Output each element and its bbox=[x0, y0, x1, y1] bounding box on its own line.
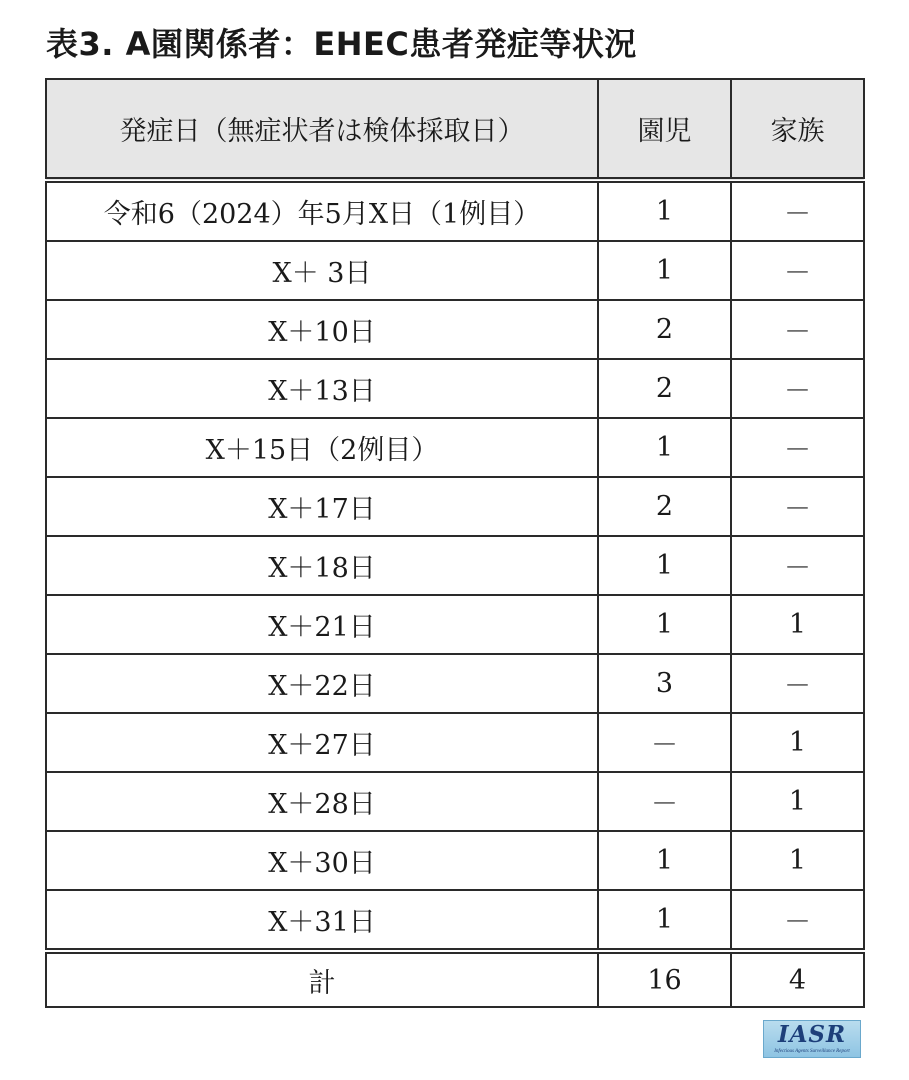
cell-children: 1 bbox=[598, 241, 731, 300]
iasr-logo-text: IASR bbox=[777, 1021, 847, 1048]
header-children: 園児 bbox=[598, 79, 731, 180]
cell-date: X＋17日 bbox=[46, 477, 598, 536]
total-family: 4 bbox=[731, 951, 864, 1007]
cell-family: － bbox=[731, 418, 864, 477]
table-title: 表3. A園関係者：EHEC患者発症等状況 bbox=[46, 25, 637, 63]
cell-children: 2 bbox=[598, 477, 731, 536]
table-row bbox=[46, 477, 864, 536]
table-row bbox=[46, 772, 864, 831]
cell-date: X＋28日 bbox=[46, 772, 598, 831]
cell-date: X＋15日（2例目） bbox=[46, 418, 598, 477]
table-row bbox=[46, 359, 864, 418]
cell-family: － bbox=[731, 536, 864, 595]
table-row bbox=[46, 831, 864, 890]
iasr-logo bbox=[763, 1020, 861, 1058]
table-row bbox=[46, 536, 864, 595]
cell-children: 1 bbox=[598, 418, 731, 477]
ehec-onset-table bbox=[45, 78, 865, 1008]
cell-children: － bbox=[598, 772, 731, 831]
header-row bbox=[46, 79, 864, 180]
table-row bbox=[46, 180, 864, 241]
cell-date: X＋ 3日 bbox=[46, 241, 598, 300]
total-row bbox=[46, 951, 864, 1007]
cell-date: X＋10日 bbox=[46, 300, 598, 359]
table-row bbox=[46, 595, 864, 654]
table-row bbox=[46, 890, 864, 951]
cell-family: － bbox=[731, 359, 864, 418]
cell-children: 1 bbox=[598, 890, 731, 951]
cell-family: － bbox=[731, 300, 864, 359]
cell-children: － bbox=[598, 713, 731, 772]
iasr-logo-subtext: Infectious Agents Surveillance Report bbox=[774, 1049, 850, 1054]
header-onset-date: 発症日（無症状者は検体採取日） bbox=[46, 79, 598, 180]
cell-family: 1 bbox=[731, 831, 864, 890]
cell-children: 1 bbox=[598, 180, 731, 241]
cell-date: X＋22日 bbox=[46, 654, 598, 713]
total-children: 16 bbox=[598, 951, 731, 1007]
cell-family: － bbox=[731, 477, 864, 536]
cell-children: 3 bbox=[598, 654, 731, 713]
cell-children: 2 bbox=[598, 300, 731, 359]
cell-children: 1 bbox=[598, 536, 731, 595]
cell-date: X＋13日 bbox=[46, 359, 598, 418]
cell-date: X＋27日 bbox=[46, 713, 598, 772]
table-row bbox=[46, 713, 864, 772]
cell-family: － bbox=[731, 890, 864, 951]
table-row bbox=[46, 241, 864, 300]
cell-children: 2 bbox=[598, 359, 731, 418]
cell-family: － bbox=[731, 180, 864, 241]
cell-date: X＋31日 bbox=[46, 890, 598, 951]
cell-children: 1 bbox=[598, 831, 731, 890]
cell-date: X＋18日 bbox=[46, 536, 598, 595]
cell-family: － bbox=[731, 241, 864, 300]
cell-family: 1 bbox=[731, 595, 864, 654]
cell-family: － bbox=[731, 654, 864, 713]
table-row bbox=[46, 418, 864, 477]
cell-date: X＋21日 bbox=[46, 595, 598, 654]
header-family: 家族 bbox=[731, 79, 864, 180]
table-row bbox=[46, 300, 864, 359]
cell-family: 1 bbox=[731, 713, 864, 772]
cell-date: X＋30日 bbox=[46, 831, 598, 890]
cell-children: 1 bbox=[598, 595, 731, 654]
cell-family: 1 bbox=[731, 772, 864, 831]
table-row bbox=[46, 654, 864, 713]
total-label: 計 bbox=[46, 951, 598, 1007]
cell-date: 令和6（2024）年5月X日（1例目） bbox=[46, 180, 598, 241]
